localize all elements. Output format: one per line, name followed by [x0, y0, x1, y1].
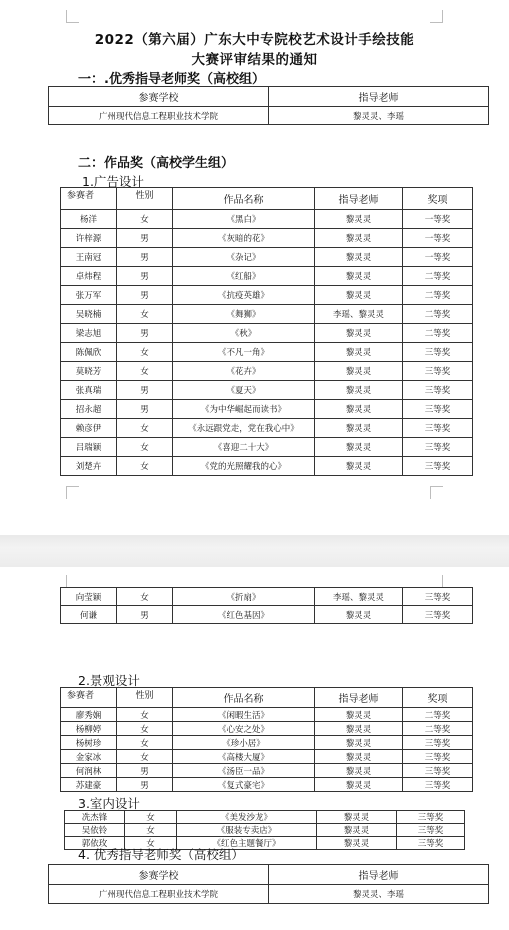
cell-award: 三等奖	[403, 764, 473, 778]
cell-gender: 女	[117, 343, 173, 362]
cell-work-title: 《服装专卖店》	[177, 824, 317, 837]
cell-teacher: 黎灵灵	[315, 362, 403, 381]
cell-contestant: 卓炜程	[61, 267, 117, 286]
cell-work-title: 《秋》	[173, 324, 315, 343]
table-row	[61, 419, 473, 438]
cell-gender: 女	[117, 438, 173, 457]
col-header-gender: 性别	[117, 688, 173, 708]
cell-award: 二等奖	[403, 286, 473, 305]
cell-teacher: 李瑶、黎灵灵	[315, 588, 403, 606]
cell-gender: 男	[117, 248, 173, 267]
subsection-landscape-design: 2.景观设计	[78, 673, 140, 688]
table-row	[61, 736, 473, 750]
cell-teacher: 黎灵灵	[315, 778, 403, 792]
cell-teacher: 黎灵灵、李瑶	[269, 107, 489, 125]
cell-award: 二等奖	[403, 722, 473, 736]
table-row	[49, 885, 489, 904]
cell-teacher: 黎灵灵	[315, 343, 403, 362]
col-header-school: 参赛学校	[49, 865, 269, 885]
cell-teacher: 黎灵灵	[317, 837, 397, 850]
cell-work-title: 《折扇》	[173, 588, 315, 606]
cell-teacher: 黎灵灵	[315, 708, 403, 722]
cell-award: 二等奖	[403, 267, 473, 286]
cell-work-title: 《杂记》	[173, 248, 315, 267]
table-row	[61, 588, 473, 606]
ad-design-table-continued	[60, 587, 473, 624]
cell-award: 一等奖	[403, 210, 473, 229]
cell-contestant: 杨树珍	[61, 736, 117, 750]
cell-work-title: 《红船》	[173, 267, 315, 286]
cell-gender: 男	[117, 764, 173, 778]
section4-heading: 4. 优秀指导老师奖（高校组）	[78, 847, 244, 862]
cell-work-title: 《闲暇生活》	[173, 708, 315, 722]
table-row	[61, 750, 473, 764]
subsection-ad-design: 1.广告设计	[82, 174, 144, 189]
table-header-row	[61, 188, 473, 210]
cell-award: 二等奖	[403, 305, 473, 324]
cell-work-title: 《抗疫英雄》	[173, 286, 315, 305]
cell-contestant: 金家冰	[61, 750, 117, 764]
landscape-design-table	[60, 687, 473, 792]
table-header-row	[49, 865, 489, 885]
page-gap	[0, 535, 509, 567]
cell-contestant: 梁志旭	[61, 324, 117, 343]
cell-award: 三等奖	[403, 400, 473, 419]
cell-contestant: 张真瑞	[61, 381, 117, 400]
cell-gender: 女	[117, 210, 173, 229]
table-row	[61, 229, 473, 248]
cell-award: 三等奖	[403, 362, 473, 381]
col-header-work-title: 作品名称	[173, 688, 315, 708]
cell-teacher: 黎灵灵	[315, 324, 403, 343]
table-row	[61, 210, 473, 229]
table-row	[61, 457, 473, 476]
cell-contestant: 赖彦伊	[61, 419, 117, 438]
cell-contestant: 陈佩欣	[61, 343, 117, 362]
col-header-work-title: 作品名称	[173, 188, 315, 210]
interior-design-rows	[65, 811, 465, 850]
cell-school: 广州现代信息工程职业技术学院	[49, 885, 269, 904]
cell-award: 三等奖	[403, 457, 473, 476]
page-corner-mark	[66, 486, 79, 499]
cell-teacher: 黎灵灵	[315, 750, 403, 764]
cell-gender: 男	[117, 267, 173, 286]
document-title-line1: 2022（第六届）广东大中专院校艺术设计手绘技能	[94, 32, 415, 48]
cell-gender: 女	[117, 736, 173, 750]
cell-contestant: 杨柳婷	[61, 722, 117, 736]
cell-work-title: 《复式豪宅》	[173, 778, 315, 792]
cell-teacher: 黎灵灵、李瑶	[269, 885, 489, 904]
cell-gender: 男	[117, 286, 173, 305]
table-row	[61, 438, 473, 457]
table-row	[61, 343, 473, 362]
cell-gender: 女	[117, 722, 173, 736]
document-page-2	[0, 567, 509, 930]
cell-gender: 女	[117, 750, 173, 764]
table-header-row	[49, 87, 489, 107]
cell-gender: 男	[117, 324, 173, 343]
table-row	[61, 708, 473, 722]
cell-contestant: 刘楚卉	[61, 457, 117, 476]
cell-teacher: 黎灵灵	[315, 606, 403, 624]
col-header-award: 奖项	[403, 188, 473, 210]
cell-gender: 男	[117, 400, 173, 419]
teacher-award-table	[48, 86, 489, 125]
cell-award: 三等奖	[397, 811, 465, 824]
cell-gender: 男	[117, 778, 173, 792]
cell-teacher: 黎灵灵	[315, 248, 403, 267]
col-header-contestant: 参赛者	[61, 688, 117, 708]
document-title-line2: 大赛评审结果的通知	[191, 52, 318, 68]
cell-contestant: 向莹颖	[61, 588, 117, 606]
table-row	[61, 324, 473, 343]
cell-teacher: 黎灵灵	[315, 438, 403, 457]
cell-contestant: 许梓源	[61, 229, 117, 248]
cell-teacher: 黎灵灵	[317, 824, 397, 837]
cell-teacher: 黎灵灵	[315, 419, 403, 438]
cell-contestant: 何润林	[61, 764, 117, 778]
cell-work-title: 《为中华崛起而读书》	[173, 400, 315, 419]
cell-work-title: 《舞狮》	[173, 305, 315, 324]
page-corner-mark	[66, 10, 79, 23]
cell-award: 三等奖	[397, 824, 465, 837]
col-header-gender: 性别	[117, 188, 173, 210]
page-corner-mark	[430, 10, 443, 23]
cell-work-title: 《汤臣一品》	[173, 764, 315, 778]
table-row	[61, 764, 473, 778]
cell-award: 三等奖	[403, 606, 473, 624]
cell-award: 三等奖	[403, 343, 473, 362]
table-row	[61, 778, 473, 792]
cell-gender: 女	[117, 708, 173, 722]
col-header-teacher: 指导老师	[315, 688, 403, 708]
cell-contestant: 莫晓芳	[61, 362, 117, 381]
cell-award: 三等奖	[403, 438, 473, 457]
cell-gender: 女	[117, 419, 173, 438]
cell-award: 一等奖	[403, 248, 473, 267]
cell-teacher: 黎灵灵	[315, 229, 403, 248]
cell-contestant: 廖秀娴	[61, 708, 117, 722]
cell-contestant: 郭依玫	[65, 837, 125, 850]
cell-gender: 女	[117, 305, 173, 324]
ad-design-table	[60, 187, 473, 476]
table-header-row	[61, 688, 473, 708]
cell-contestant: 吕瑞颖	[61, 438, 117, 457]
cell-teacher: 黎灵灵	[315, 286, 403, 305]
cell-teacher: 黎灵灵	[315, 381, 403, 400]
cell-contestant: 招永超	[61, 400, 117, 419]
cell-award: 一等奖	[403, 229, 473, 248]
cell-award: 三等奖	[403, 736, 473, 750]
cell-work-title: 《黑白》	[173, 210, 315, 229]
cell-contestant: 张万军	[61, 286, 117, 305]
cell-gender: 女	[117, 588, 173, 606]
col-header-award: 奖项	[403, 688, 473, 708]
teacher-award-table-2	[48, 864, 489, 904]
cell-gender: 男	[117, 229, 173, 248]
table-row	[65, 811, 465, 824]
col-header-teacher: 指导老师	[269, 865, 489, 885]
cell-contestant: 王南冠	[61, 248, 117, 267]
cell-school: 广州现代信息工程职业技术学院	[49, 107, 269, 125]
cell-award: 二等奖	[403, 324, 473, 343]
interior-design-table	[64, 810, 465, 850]
cell-teacher: 黎灵灵	[315, 736, 403, 750]
ad-design-rows-continued	[61, 588, 473, 624]
cell-teacher: 黎灵灵	[315, 210, 403, 229]
cell-contestant: 苏建豪	[61, 778, 117, 792]
cell-gender: 女	[117, 362, 173, 381]
table-row	[65, 824, 465, 837]
table-row	[61, 248, 473, 267]
table-row	[61, 267, 473, 286]
cell-gender: 女	[125, 824, 177, 837]
cell-gender: 女	[117, 457, 173, 476]
col-header-teacher: 指导老师	[315, 188, 403, 210]
cell-work-title: 《花卉》	[173, 362, 315, 381]
table-row	[61, 362, 473, 381]
cell-gender: 女	[125, 837, 177, 850]
cell-award: 三等奖	[403, 750, 473, 764]
section2-heading: 二：作品奖（高校学生组）	[78, 156, 235, 171]
cell-award: 三等奖	[403, 381, 473, 400]
cell-contestant: 冼杰锋	[65, 811, 125, 824]
cell-work-title: 《夏天》	[173, 381, 315, 400]
cell-contestant: 杨洋	[61, 210, 117, 229]
cell-work-title: 《美发沙龙》	[177, 811, 317, 824]
cell-contestant: 吴晓楠	[61, 305, 117, 324]
cell-work-title: 《喜迎二十大》	[173, 438, 315, 457]
col-header-contestant: 参赛者	[61, 188, 117, 210]
section1-heading: 一：.优秀指导老师奖（高校组）	[78, 72, 265, 87]
cell-work-title: 《灰暗的花》	[173, 229, 315, 248]
cell-work-title: 《高楼大厦》	[173, 750, 315, 764]
cell-work-title: 《党的光照耀我的心》	[173, 457, 315, 476]
cell-teacher: 黎灵灵	[315, 722, 403, 736]
table-row	[61, 286, 473, 305]
table-row	[61, 606, 473, 624]
table-row	[61, 722, 473, 736]
cell-work-title: 《永远跟党走，党在我心中》	[173, 419, 315, 438]
page-corner-mark	[430, 486, 443, 499]
table-row	[61, 305, 473, 324]
cell-gender: 女	[125, 811, 177, 824]
cell-gender: 男	[117, 381, 173, 400]
cell-gender: 男	[117, 606, 173, 624]
cell-award: 三等奖	[403, 419, 473, 438]
cell-work-title: 《红色主题餐厅》	[177, 837, 317, 850]
cell-award: 三等奖	[403, 588, 473, 606]
cell-teacher: 黎灵灵	[315, 267, 403, 286]
table-row	[61, 400, 473, 419]
table-row	[49, 107, 489, 125]
subsection-interior-design: 3.室内设计	[78, 796, 140, 811]
cell-award: 三等奖	[397, 837, 465, 850]
cell-work-title: 《珍小居》	[173, 736, 315, 750]
cell-teacher: 黎灵灵	[315, 457, 403, 476]
cell-contestant: 吴依铃	[65, 824, 125, 837]
cell-teacher: 黎灵灵	[315, 400, 403, 419]
cell-award: 二等奖	[403, 708, 473, 722]
cell-work-title: 《心安之处》	[173, 722, 315, 736]
col-header-school: 参赛学校	[49, 87, 269, 107]
cell-teacher: 黎灵灵	[315, 764, 403, 778]
cell-teacher: 李瑶、黎灵灵	[315, 305, 403, 324]
table-row	[61, 381, 473, 400]
cell-teacher: 黎灵灵	[317, 811, 397, 824]
cell-contestant: 何谦	[61, 606, 117, 624]
cell-work-title: 《红色基因》	[173, 606, 315, 624]
cell-award: 三等奖	[403, 778, 473, 792]
cell-work-title: 《不凡一角》	[173, 343, 315, 362]
col-header-teacher: 指导老师	[269, 87, 489, 107]
